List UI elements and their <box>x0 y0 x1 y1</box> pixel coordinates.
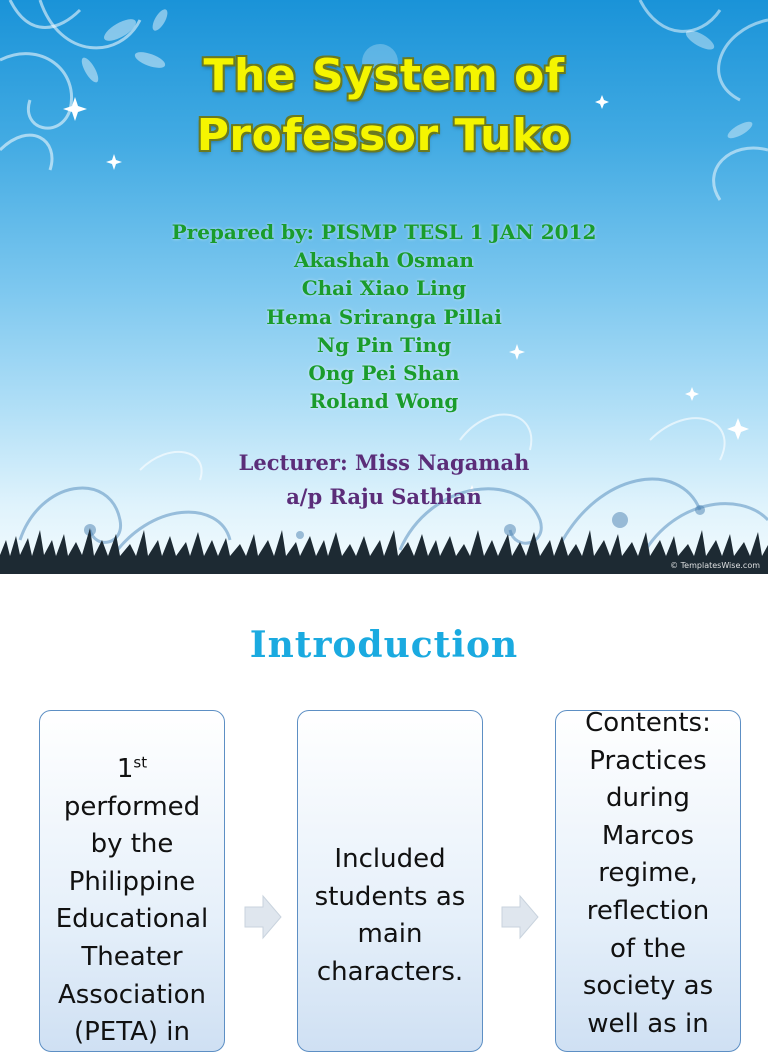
box-line: society as <box>582 971 714 1002</box>
box-line: main <box>357 919 423 950</box>
ordinal-suffix: st <box>133 753 148 772</box>
slide-title-line-1: The System of <box>203 50 565 101</box>
right-arrow-icon <box>500 892 540 942</box>
author-name: Ong Pei Shan <box>308 361 460 386</box>
info-box-students <box>297 710 483 1052</box>
box-line: students as <box>314 881 466 912</box>
info-box-performance <box>39 710 225 1052</box>
right-arrow-icon <box>243 892 283 942</box>
box-line: characters. <box>316 956 464 987</box>
author-name: Ng Pin Ting <box>316 332 452 357</box>
box-line: performed <box>63 791 201 822</box>
template-watermark: © TemplatesWise.com <box>670 561 760 570</box>
box-line: Theater <box>81 941 183 972</box>
lecturer-line-1: Lecturer: Miss Nagamah <box>238 450 530 475</box>
box-line: Practices <box>589 745 707 776</box>
box-line: Educational <box>55 904 209 935</box>
box-line <box>40 751 224 789</box>
ordinal-number: 1 <box>116 754 134 784</box>
credits-block <box>0 218 768 415</box>
info-box-contents <box>555 710 741 1052</box>
lecturer-block <box>0 446 768 514</box>
prepared-by-line: Prepared by: PISMP TESL 1 JAN 2012 <box>171 220 597 244</box>
box-line: regime, <box>598 858 698 889</box>
box-line: Included <box>334 844 446 874</box>
box-line: of the <box>610 933 686 964</box>
box-line: Philippine <box>68 866 196 897</box>
introduction-heading: Introduction <box>249 624 519 666</box>
lecturer-line-2: a/p Raju Sathian <box>286 484 482 509</box>
box-line: well as in <box>587 1008 709 1039</box>
box-line: Association <box>57 979 207 1010</box>
box-line: Contents: <box>585 708 711 738</box>
box-line: Marcos <box>601 820 695 851</box>
box-line: reflection <box>586 895 710 926</box>
box-line: during <box>606 783 690 814</box>
author-name: Chai Xiao Ling <box>301 276 467 301</box>
introduction-slide <box>0 574 768 1048</box>
author-name: Hema Sriranga Pillai <box>266 304 502 329</box>
box-line: (PETA) in <box>73 1017 190 1048</box>
box-line: by the <box>90 829 174 860</box>
author-name: Roland Wong <box>309 389 459 414</box>
author-name: Akashah Osman <box>294 248 474 273</box>
slide-title-line-2: Professor Tuko <box>196 110 572 161</box>
